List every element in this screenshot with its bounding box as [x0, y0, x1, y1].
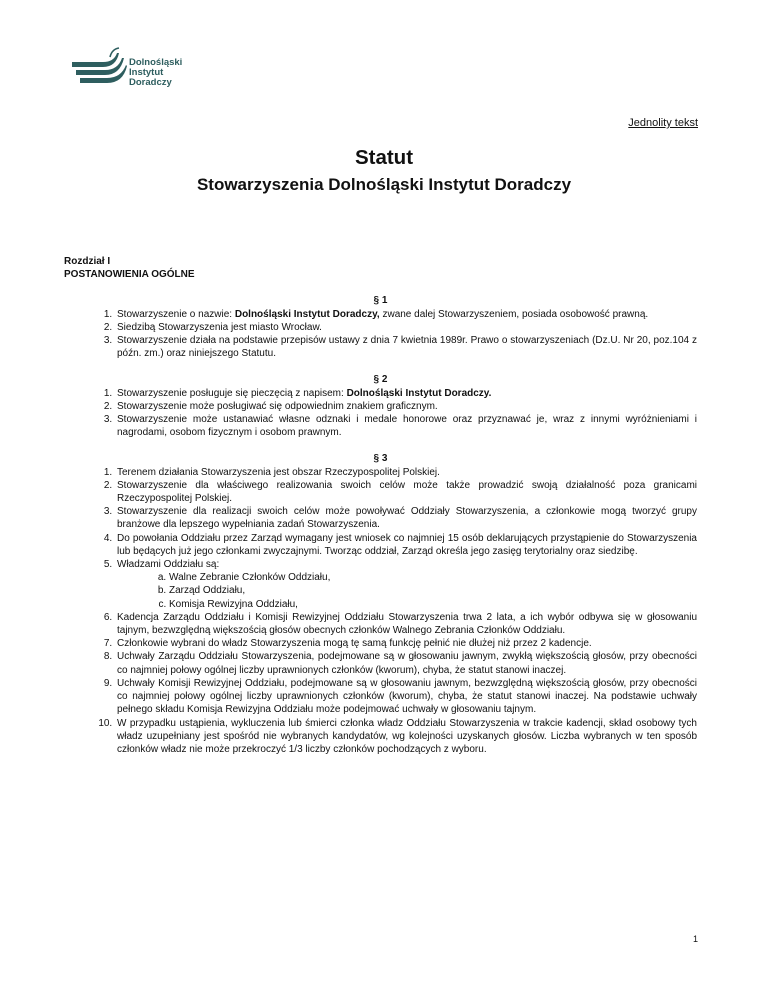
list-item: 6. Kadencja Zarządu Oddziału i Komisji Rewizyjnej Oddziału Stowarzyszenia trwa 2 lata, a ich wybór odbywa się w głosowaniu tajnym, bezwzględną większością głosów obecnych członków Walnego Zebrania Członków Oddziału. [115, 611, 697, 637]
list-item: 1. Stowarzyszenie posługuje się pieczęcią z napisem: Dolnośląski Instytut Doradczy. [115, 387, 697, 400]
document-title: Statut [354, 146, 414, 169]
list-item: 1. Terenem działania Stowarzyszenia jest obszar Rzeczypospolitej Polskiej. [115, 466, 697, 479]
list-item: 3. Stowarzyszenie działa na podstawie przepisów ustawy z dnia 7 kwietnia 1989r. Prawo o stowarzyszeniach (Dz.U. Nr 20, poz.104 z późn. zm.) oraz niniejszego Statutu. [115, 334, 697, 360]
list-item: 2. Stowarzyszenie może posługiwać się odpowiednim znakiem graficznym. [115, 400, 697, 413]
list-item: 10. W przypadku ustąpienia, wykluczenia lub śmierci członka władz Oddziału Stowarzyszenia w trakcie kadencji, skład osobowy tych władz uzupełniany jest spośród nie wybranych kandydatów, wg kolejności uzyskanych głosów. Liczba wybranych w ten sposób członków władz nie może przekroczyć 1/3 liczby członków pochodzących z wyboru. [115, 717, 697, 757]
paragraph-2 [64, 373, 697, 439]
logo-mark-icon [70, 46, 128, 86]
list-item: 4. Do powołania Oddziału przez Zarząd wymagany jest wniosek co najmniej 15 osób deklarujących przystąpienie do Stowarzyszenia lub będących już jego członkami zwyczajnymi. Tworząc oddział, Zarząd określa jego zasięg terytorialny oraz siedzibę. [115, 532, 697, 558]
paragraph-items [64, 466, 697, 756]
list-item: 3. Stowarzyszenie może ustanawiać własne odznaki i medale honorowe oraz przyznawać je, wraz z innymi wyróżnieniami i nagrodami, osobom fizycznym i osobom prawnym. [115, 413, 697, 439]
paragraph-heading: § 1 [373, 295, 388, 307]
sub-list [117, 571, 697, 611]
logo-text-line1: Dolnośląski [129, 57, 183, 68]
logo [70, 44, 220, 96]
page-number: 1 [692, 934, 698, 944]
list-item: 5. Władzami Oddziału są: a. Walne Zebranie Członków Oddziału, b. Zarząd Oddziału, c. Komisja Rewizyjna Oddziału, [115, 558, 697, 611]
paragraph-items [64, 308, 697, 361]
logo-text-line2: Instytut [129, 67, 164, 78]
list-item: 2. Siedzibą Stowarzyszenia jest miasto Wrocław. [115, 321, 697, 334]
paragraph-3 [64, 452, 697, 756]
sub-list-item: c. Komisja Rewizyjna Oddziału, [169, 598, 697, 611]
document-subtitle: Stowarzyszenia Dolnośląski Instytut Doradczy [196, 175, 572, 194]
paragraph-1 [64, 294, 697, 360]
paragraph-items [64, 387, 697, 440]
list-item: 8. Uchwały Zarządu Oddziału Stowarzyszenia, podejmowane są w głosowaniu jawnym, zwykłą większością głosów, przy obecności co najmniej połowy ogólnej liczby uprawnionych członków (kworum), chyba, że statut stanowi inaczej. [115, 650, 697, 676]
paragraph-heading: § 3 [373, 453, 388, 465]
chapter-title: POSTANOWIENIA OGÓLNE [64, 269, 195, 281]
list-item: 7. Członkowie wybrani do władz Stowarzyszenia mogą tę samą funkcję pełnić nie dłużej niż przez 2 kadencje. [115, 637, 697, 650]
document-type-label: Jednolity tekst [628, 117, 698, 129]
list-item: 1. Stowarzyszenie o nazwie: Dolnośląski Instytut Doradczy, zwane dalej Stowarzyszeniem, posiada osobowość prawną. [115, 308, 697, 321]
list-item: 2. Stowarzyszenie dla właściwego realizowania swoich celów może także prowadzić swoją działalność poza granicami Rzeczypospolitej Polskiej. [115, 479, 697, 505]
chapter-number: Rozdział I [64, 256, 111, 267]
sub-list-item: b. Zarząd Oddziału, [169, 584, 697, 597]
sub-list-item: a. Walne Zebranie Członków Oddziału, [169, 571, 697, 584]
paragraph-heading: § 2 [373, 374, 388, 386]
logo-text-line3: Doradczy [129, 77, 172, 88]
document-body [64, 255, 697, 756]
list-item: 3. Stowarzyszenie dla realizacji swoich celów może powoływać Oddziały Stowarzyszenia, a członkowie mogą tworzyć grupy branżowe dla lepszego wypełniania zadań Stowarzyszenia. [115, 505, 697, 531]
list-item: 9. Uchwały Komisji Rewizyjnej Oddziału, podejmowane są w głosowaniu jawnym, bezwzględną większością głosów, przy obecności co najmniej połowy ogólnej liczby uprawnionych członków (kworum), chyba, że statut stanowi inaczej. Na podstawie uchwały pełnego składu Komisja Rewizyjna Oddziału może podejmować uchwały w głosowaniu tajnym. [115, 677, 697, 717]
